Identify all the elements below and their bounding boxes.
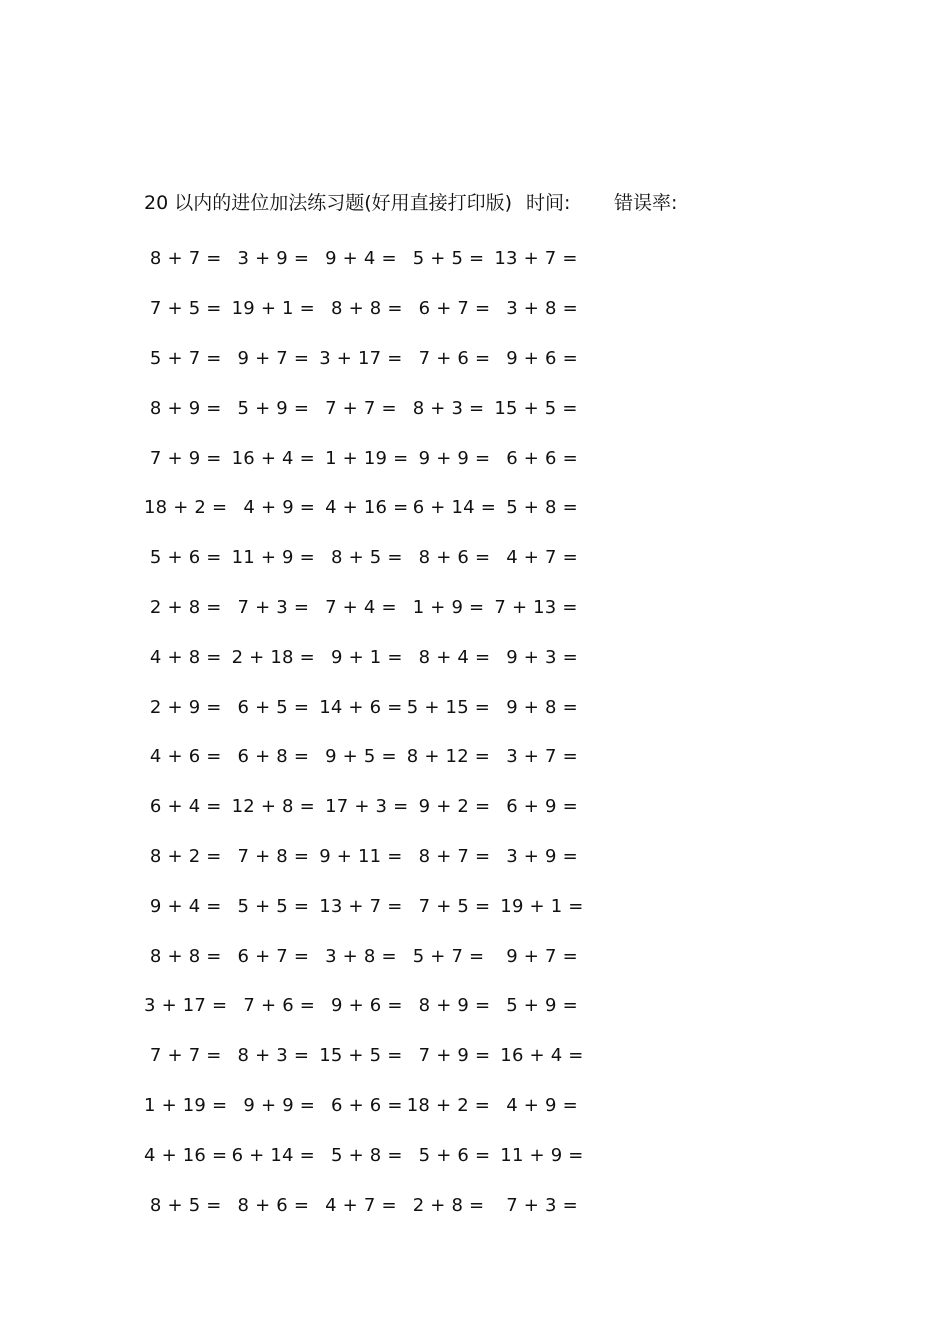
addition-problem: 11 + 9 = bbox=[231, 547, 315, 569]
problem-grid bbox=[144, 234, 582, 1230]
addition-problem: 3 + 17 = bbox=[319, 347, 403, 369]
addition-problem: 2 + 8 = bbox=[406, 1194, 485, 1216]
addition-problem: 9 + 8 = bbox=[494, 696, 578, 718]
addition-problem: 13 + 7 = bbox=[494, 248, 578, 270]
addition-problem: 16 + 4 = bbox=[494, 1045, 584, 1067]
addition-problem: 8 + 5 = bbox=[319, 547, 403, 569]
addition-problem: 7 + 3 = bbox=[231, 596, 310, 618]
addition-problem: 11 + 9 = bbox=[494, 1144, 584, 1166]
addition-problem: 6 + 14 = bbox=[231, 1144, 315, 1166]
addition-problem: 16 + 4 = bbox=[231, 447, 315, 469]
addition-problem: 9 + 9 = bbox=[231, 1094, 316, 1116]
addition-problem: 9 + 2 = bbox=[406, 796, 491, 818]
addition-problem: 3 + 17 = bbox=[144, 995, 228, 1017]
problem-row bbox=[144, 334, 582, 384]
addition-problem: 5 + 5 = bbox=[231, 895, 310, 917]
addition-problem: 7 + 8 = bbox=[231, 845, 310, 867]
addition-problem: 5 + 6 = bbox=[144, 547, 222, 569]
problem-row bbox=[144, 981, 582, 1031]
addition-problem: 7 + 7 = bbox=[319, 397, 397, 419]
problem-row bbox=[144, 732, 582, 782]
addition-problem: 18 + 2 = bbox=[144, 497, 228, 519]
addition-problem: 8 + 4 = bbox=[406, 646, 491, 668]
addition-problem: 8 + 8 = bbox=[319, 298, 403, 320]
addition-problem: 2 + 9 = bbox=[144, 696, 222, 718]
addition-problem: 8 + 9 = bbox=[406, 995, 491, 1017]
addition-problem: 15 + 5 = bbox=[319, 1045, 403, 1067]
problem-row bbox=[144, 832, 582, 882]
addition-problem: 5 + 7 = bbox=[144, 347, 222, 369]
addition-problem: 8 + 2 = bbox=[144, 845, 222, 867]
addition-problem: 5 + 5 = bbox=[406, 248, 485, 270]
problem-row bbox=[144, 881, 582, 931]
addition-problem: 6 + 7 = bbox=[231, 945, 310, 967]
addition-problem: 9 + 7 = bbox=[231, 347, 310, 369]
addition-problem: 1 + 19 = bbox=[319, 447, 409, 469]
addition-problem: 7 + 5 = bbox=[406, 895, 491, 917]
problem-row bbox=[144, 284, 582, 334]
addition-problem: 9 + 5 = bbox=[319, 746, 397, 768]
problem-row bbox=[144, 1180, 582, 1230]
addition-problem: 9 + 4 = bbox=[319, 248, 397, 270]
addition-problem: 8 + 8 = bbox=[144, 945, 222, 967]
time-label: 时间: bbox=[526, 191, 571, 214]
addition-problem: 7 + 9 = bbox=[406, 1045, 491, 1067]
addition-problem: 4 + 16 = bbox=[319, 497, 409, 519]
addition-problem: 7 + 13 = bbox=[494, 596, 578, 618]
problem-row bbox=[144, 234, 582, 284]
addition-problem: 1 + 19 = bbox=[144, 1094, 228, 1116]
addition-problem: 9 + 9 = bbox=[406, 447, 491, 469]
worksheet-title: 20 以内的进位加法练习题(好用直接打印版) bbox=[144, 191, 513, 214]
addition-problem: 3 + 8 = bbox=[494, 298, 578, 320]
addition-problem: 5 + 6 = bbox=[406, 1144, 491, 1166]
addition-problem: 2 + 8 = bbox=[144, 596, 222, 618]
addition-problem: 3 + 8 = bbox=[319, 945, 397, 967]
addition-problem: 6 + 4 = bbox=[144, 796, 222, 818]
addition-problem: 6 + 6 = bbox=[494, 447, 578, 469]
addition-problem: 8 + 5 = bbox=[144, 1194, 222, 1216]
addition-problem: 15 + 5 = bbox=[494, 397, 578, 419]
addition-problem: 9 + 7 = bbox=[494, 945, 578, 967]
error-rate-label: 错误率: bbox=[614, 191, 678, 214]
problem-row bbox=[144, 632, 582, 682]
problem-row bbox=[144, 1081, 582, 1131]
addition-problem: 6 + 7 = bbox=[406, 298, 491, 320]
addition-problem: 9 + 11 = bbox=[319, 845, 403, 867]
addition-problem: 4 + 16 = bbox=[144, 1144, 228, 1166]
addition-problem: 4 + 6 = bbox=[144, 746, 222, 768]
problem-row bbox=[144, 583, 582, 633]
addition-problem: 6 + 5 = bbox=[231, 696, 310, 718]
addition-problem: 3 + 9 = bbox=[231, 248, 310, 270]
addition-problem: 9 + 3 = bbox=[494, 646, 578, 668]
addition-problem: 12 + 8 = bbox=[231, 796, 315, 818]
addition-problem: 9 + 1 = bbox=[319, 646, 403, 668]
problem-row bbox=[144, 533, 582, 583]
addition-problem: 5 + 9 = bbox=[494, 995, 578, 1017]
addition-problem: 7 + 6 = bbox=[406, 347, 491, 369]
addition-problem: 5 + 15 = bbox=[406, 696, 491, 718]
addition-problem: 5 + 7 = bbox=[406, 945, 485, 967]
addition-problem: 5 + 9 = bbox=[231, 397, 310, 419]
addition-problem: 7 + 3 = bbox=[494, 1194, 578, 1216]
addition-problem: 6 + 9 = bbox=[494, 796, 578, 818]
addition-problem: 19 + 1 = bbox=[494, 895, 584, 917]
addition-problem: 7 + 4 = bbox=[319, 596, 397, 618]
addition-problem: 19 + 1 = bbox=[231, 298, 315, 320]
addition-problem: 7 + 9 = bbox=[144, 447, 222, 469]
addition-problem: 9 + 4 = bbox=[144, 895, 222, 917]
addition-problem: 4 + 9 = bbox=[494, 1094, 578, 1116]
addition-problem: 18 + 2 = bbox=[406, 1094, 491, 1116]
addition-problem: 14 + 6 = bbox=[319, 696, 403, 718]
addition-problem: 5 + 8 = bbox=[319, 1144, 403, 1166]
addition-problem: 6 + 14 = bbox=[406, 497, 496, 519]
worksheet-header bbox=[144, 186, 677, 216]
addition-problem: 6 + 6 = bbox=[319, 1094, 403, 1116]
addition-problem: 4 + 7 = bbox=[319, 1194, 397, 1216]
addition-problem: 8 + 6 = bbox=[406, 547, 491, 569]
problem-row bbox=[144, 782, 582, 832]
addition-problem: 3 + 7 = bbox=[494, 746, 578, 768]
addition-problem: 9 + 6 = bbox=[494, 347, 578, 369]
addition-problem: 7 + 6 = bbox=[231, 995, 316, 1017]
addition-problem: 8 + 9 = bbox=[144, 397, 222, 419]
addition-problem: 8 + 12 = bbox=[406, 746, 491, 768]
addition-problem: 8 + 3 = bbox=[406, 397, 485, 419]
problem-row bbox=[144, 433, 582, 483]
problem-row bbox=[144, 483, 582, 533]
addition-problem: 8 + 3 = bbox=[231, 1045, 310, 1067]
addition-problem: 6 + 8 = bbox=[231, 746, 310, 768]
addition-problem: 4 + 9 = bbox=[231, 497, 316, 519]
problem-row bbox=[144, 383, 582, 433]
addition-problem: 13 + 7 = bbox=[319, 895, 403, 917]
addition-problem: 1 + 9 = bbox=[406, 596, 485, 618]
addition-problem: 8 + 7 = bbox=[144, 248, 222, 270]
problem-row bbox=[144, 682, 582, 732]
addition-problem: 5 + 8 = bbox=[494, 497, 578, 519]
addition-problem: 3 + 9 = bbox=[494, 845, 578, 867]
problem-row bbox=[144, 1031, 582, 1081]
addition-problem: 4 + 8 = bbox=[144, 646, 222, 668]
problem-row bbox=[144, 1130, 582, 1180]
addition-problem: 8 + 7 = bbox=[406, 845, 491, 867]
addition-problem: 8 + 6 = bbox=[231, 1194, 310, 1216]
addition-problem: 7 + 5 = bbox=[144, 298, 222, 320]
addition-problem: 9 + 6 = bbox=[319, 995, 403, 1017]
addition-problem: 7 + 7 = bbox=[144, 1045, 222, 1067]
addition-problem: 4 + 7 = bbox=[494, 547, 578, 569]
addition-problem: 2 + 18 = bbox=[231, 646, 315, 668]
addition-problem: 17 + 3 = bbox=[319, 796, 409, 818]
problem-row bbox=[144, 931, 582, 981]
